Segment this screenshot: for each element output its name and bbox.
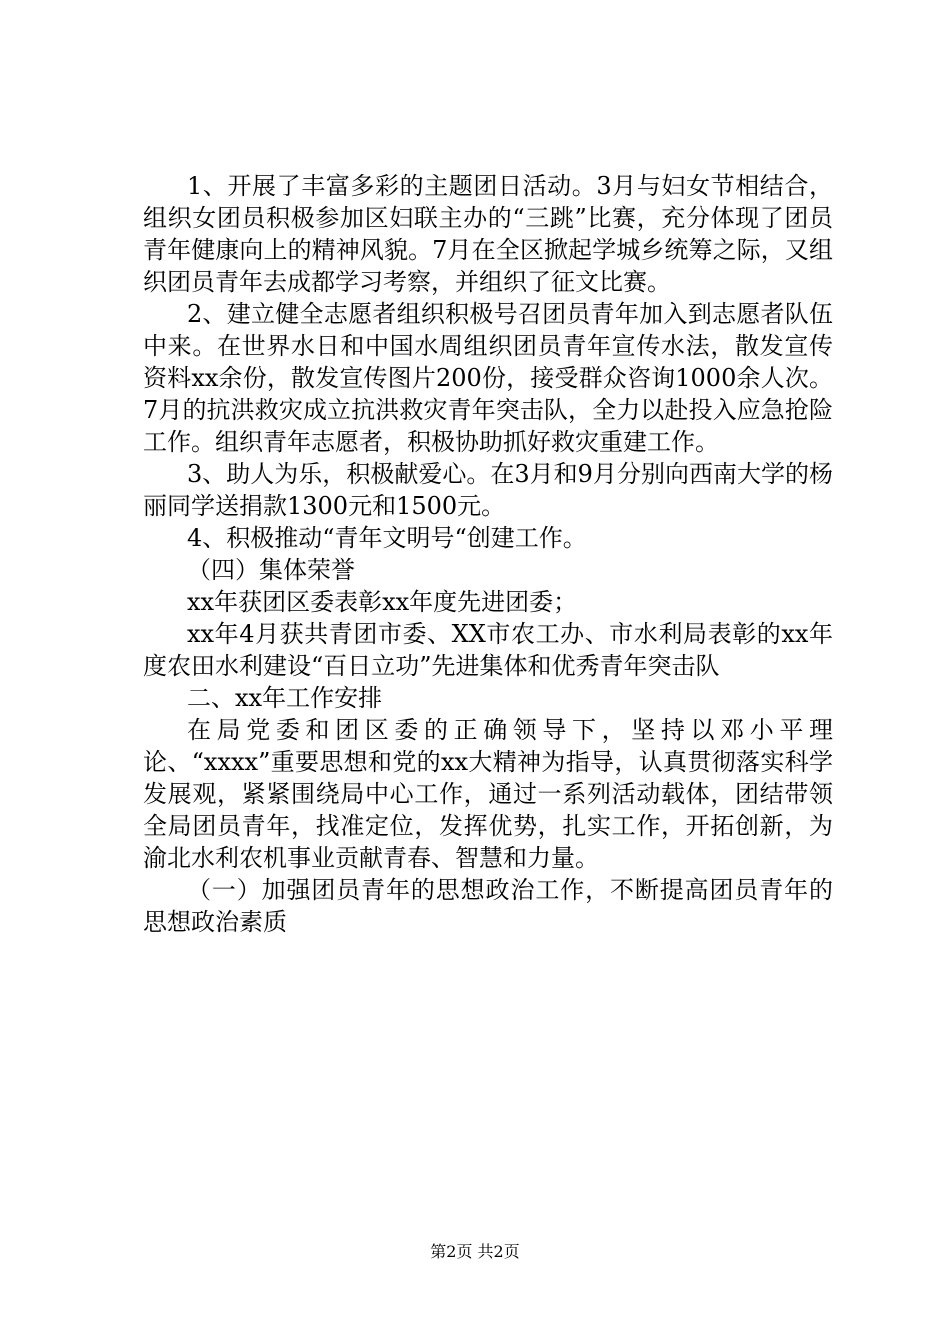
paragraph-youth-civilization: 4、积极推动“青年文明号“创建工作。 [187,524,587,552]
section-heading-honors: （四）集体荣誉 [187,556,355,584]
paragraph-honor-1: xx年获团区委表彰xx年度先进团委； [187,588,578,616]
document-body [143,170,833,938]
section-heading-work-plan: 二、xx年工作安排 [187,684,383,712]
paragraph-volunteers: 2、建立健全志愿者组织积极号召团员青年加入到志愿者队伍中来。在世界水日和中国水周组织团员青年宣传水法，散发宣传资料xx余份，散发宣传图片200份，接受群众咨询1000余人次。7月的抗洪救灾成立抗洪救灾青年突击队，全力以赴投入应急抢险工作。组织青年志愿者，积极协助抓好救灾重建工作。 [143,300,833,456]
section-heading-ideology: （一）加强团员青年的思想政治工作，不断提高团员青年的思想政治素质 [143,876,833,936]
paragraph-honor-2: xx年4月获共青团市委、XX市农工办、市水利局表彰的xx年度农田水利建设“百日立功”先进集体和优秀青年突击队 [143,620,833,680]
paragraph-theme-activities: 1、开展了丰富多彩的主题团日活动。3月与妇女节相结合，组织女团员积极参加区妇联主办的“三跳”比赛，充分体现了团员青年健康向上的精神风貌。7月在全区掀起学城乡统筹之际，又组织团员青年去成都学习考察，并组织了征文比赛。 [143,172,833,296]
paragraph-donation: 3、助人为乐，积极献爱心。在3月和9月分别向西南大学的杨丽同学送捐款1300元和1500元。 [143,460,833,520]
paragraph-work-plan: 在局党委和团区委的正确领导下，坚持以邓小平理论、“xxxx”重要思想和党的xx大精神为指导，认真贯彻落实科学发展观，紧紧围绕局中心工作，通过一系列活动载体，团结带领全局团员青年，找准定位，发挥优势，扎实工作，开拓创新，为渝北水利农机事业贡献青春、智慧和力量。 [143,716,833,872]
page-footer: 第2页 共2页 [430,1242,520,1261]
